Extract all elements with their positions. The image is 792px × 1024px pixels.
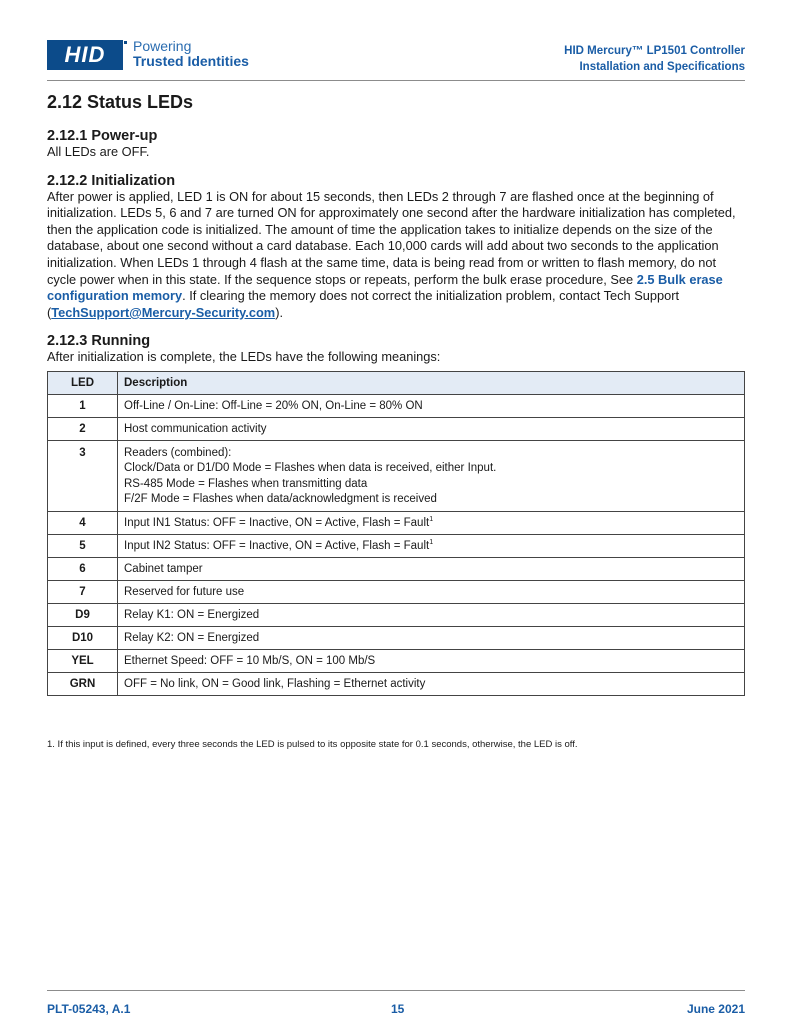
led-cell: YEL	[48, 649, 118, 672]
description-cell: Reserved for future use	[118, 580, 745, 603]
document-title-line2: Installation and Specifications	[579, 61, 745, 73]
description-cell	[118, 511, 745, 534]
footnote-ref: 1	[429, 516, 434, 524]
description-cell	[118, 440, 745, 511]
tagline-line2: Trusted Identities	[133, 53, 249, 69]
init-text-part1: After power is applied, LED 1 is ON for about 15 seconds, then LEDs 2 through 7 are flashed once at the beginning of initialization. LEDs 5, 6 and 7 are turned ON for approximately one second after the hardware initialization has completed, then the application code is initialized. The amount of time the application takes to initialize depends on the size of the database, about one second without a card database. Each 10,000 cards will add about two seconds to the application initialization. When LEDs 1 through 4 flash at the same time, data is being read from or written to flash memory, do not cycle power when in this state. If the sequence stops or repeats, perform the bulk erase procedure, See	[47, 188, 736, 287]
page-footer	[47, 990, 745, 1016]
table-row	[48, 511, 745, 534]
powerup-text: All LEDs are OFF.	[47, 144, 150, 159]
page-number: 15	[391, 1002, 405, 1016]
description-cell: Host communication activity	[118, 417, 745, 440]
page-content	[47, 92, 745, 696]
led-cell: 5	[48, 534, 118, 557]
description-line: Readers (combined):	[124, 446, 232, 459]
description-text: Input IN2 Status: OFF = Inactive, ON = Active, Flash = Fault	[124, 539, 430, 552]
description-cell: Cabinet tamper	[118, 557, 745, 580]
description-cell: OFF = No link, ON = Good link, Flashing = Ethernet activity	[118, 672, 745, 695]
page-header	[47, 38, 745, 81]
table-row	[48, 534, 745, 557]
description-cell: Relay K2: ON = Energized	[118, 626, 745, 649]
description-text: Input IN1 Status: OFF = Inactive, ON = Active, Flash = Fault	[124, 516, 430, 529]
tech-support-email-link[interactable]: TechSupport@Mercury-Security.com	[51, 304, 276, 320]
column-header-description: Description	[118, 371, 745, 394]
description-line: Clock/Data or D1/D0 Mode = Flashes when data is received, either Input.	[124, 462, 497, 475]
description-cell: Relay K1: ON = Energized	[118, 603, 745, 626]
table-row	[48, 557, 745, 580]
led-cell: 2	[48, 417, 118, 440]
logo-mark: HID	[47, 40, 123, 70]
init-text-end: ).	[275, 304, 284, 320]
running-intro: After initialization is complete, the LEDs have the following meanings:	[47, 349, 441, 365]
led-cell: GRN	[48, 672, 118, 695]
column-header-led: LED	[48, 371, 118, 394]
led-cell: 6	[48, 557, 118, 580]
tagline-line1: Powering	[133, 38, 192, 54]
powerup-heading: 2.12.1 Power-up	[47, 128, 158, 144]
document-number: PLT-05243, A.1	[47, 1002, 131, 1016]
document-title	[564, 43, 745, 75]
led-cell: 1	[48, 394, 118, 417]
publication-date: June 2021	[686, 1002, 745, 1016]
led-cell: 4	[48, 511, 118, 534]
description-cell	[118, 534, 745, 557]
led-cell: 7	[48, 580, 118, 603]
table-header-row	[48, 371, 745, 394]
table-row	[48, 603, 745, 626]
table-row	[48, 580, 745, 603]
led-cell: 3	[48, 440, 118, 511]
initialization-heading: 2.12.2 Initialization	[47, 172, 176, 189]
description-line: F/2F Mode = Flashes when data/acknowledgment is received	[124, 493, 437, 506]
led-cell: D10	[48, 626, 118, 649]
table-row	[48, 672, 745, 695]
table-row	[48, 440, 745, 511]
table-row	[48, 649, 745, 672]
table-row	[48, 394, 745, 417]
logo-tagline	[133, 39, 249, 69]
table-row	[48, 626, 745, 649]
logo-tick	[124, 41, 127, 44]
hid-logo	[47, 40, 249, 70]
section-title: 2.12 Status LEDs	[47, 92, 194, 112]
description-cell: Off-Line / On-Line: Off-Line = 20% ON, On-Line = 80% ON	[118, 394, 745, 417]
description-line: RS-485 Mode = Flashes when transmitting data	[124, 477, 368, 490]
document-title-line1: HID Mercury™ LP1501 Controller	[564, 45, 745, 57]
description-cell: Ethernet Speed: OFF = 10 Mb/S, ON = 100 Mb/S	[118, 649, 745, 672]
initialization-text	[47, 189, 745, 322]
bulk-erase-link[interactable]: 2.5 Bulk erase configuration memory	[47, 271, 723, 304]
led-table	[47, 371, 745, 696]
running-heading: 2.12.3 Running	[47, 333, 151, 350]
init-text-part2: . If clearing the memory does not correct the initialization problem, contact Tech Support (	[47, 288, 680, 320]
led-cell: D9	[48, 603, 118, 626]
table-footnote: 1. If this input is defined, every three seconds the LED is pulsed to its opposite state for 0.1 seconds, otherwise, the LED is off.	[47, 739, 578, 750]
table-row	[48, 417, 745, 440]
footnote-ref: 1	[429, 539, 434, 547]
